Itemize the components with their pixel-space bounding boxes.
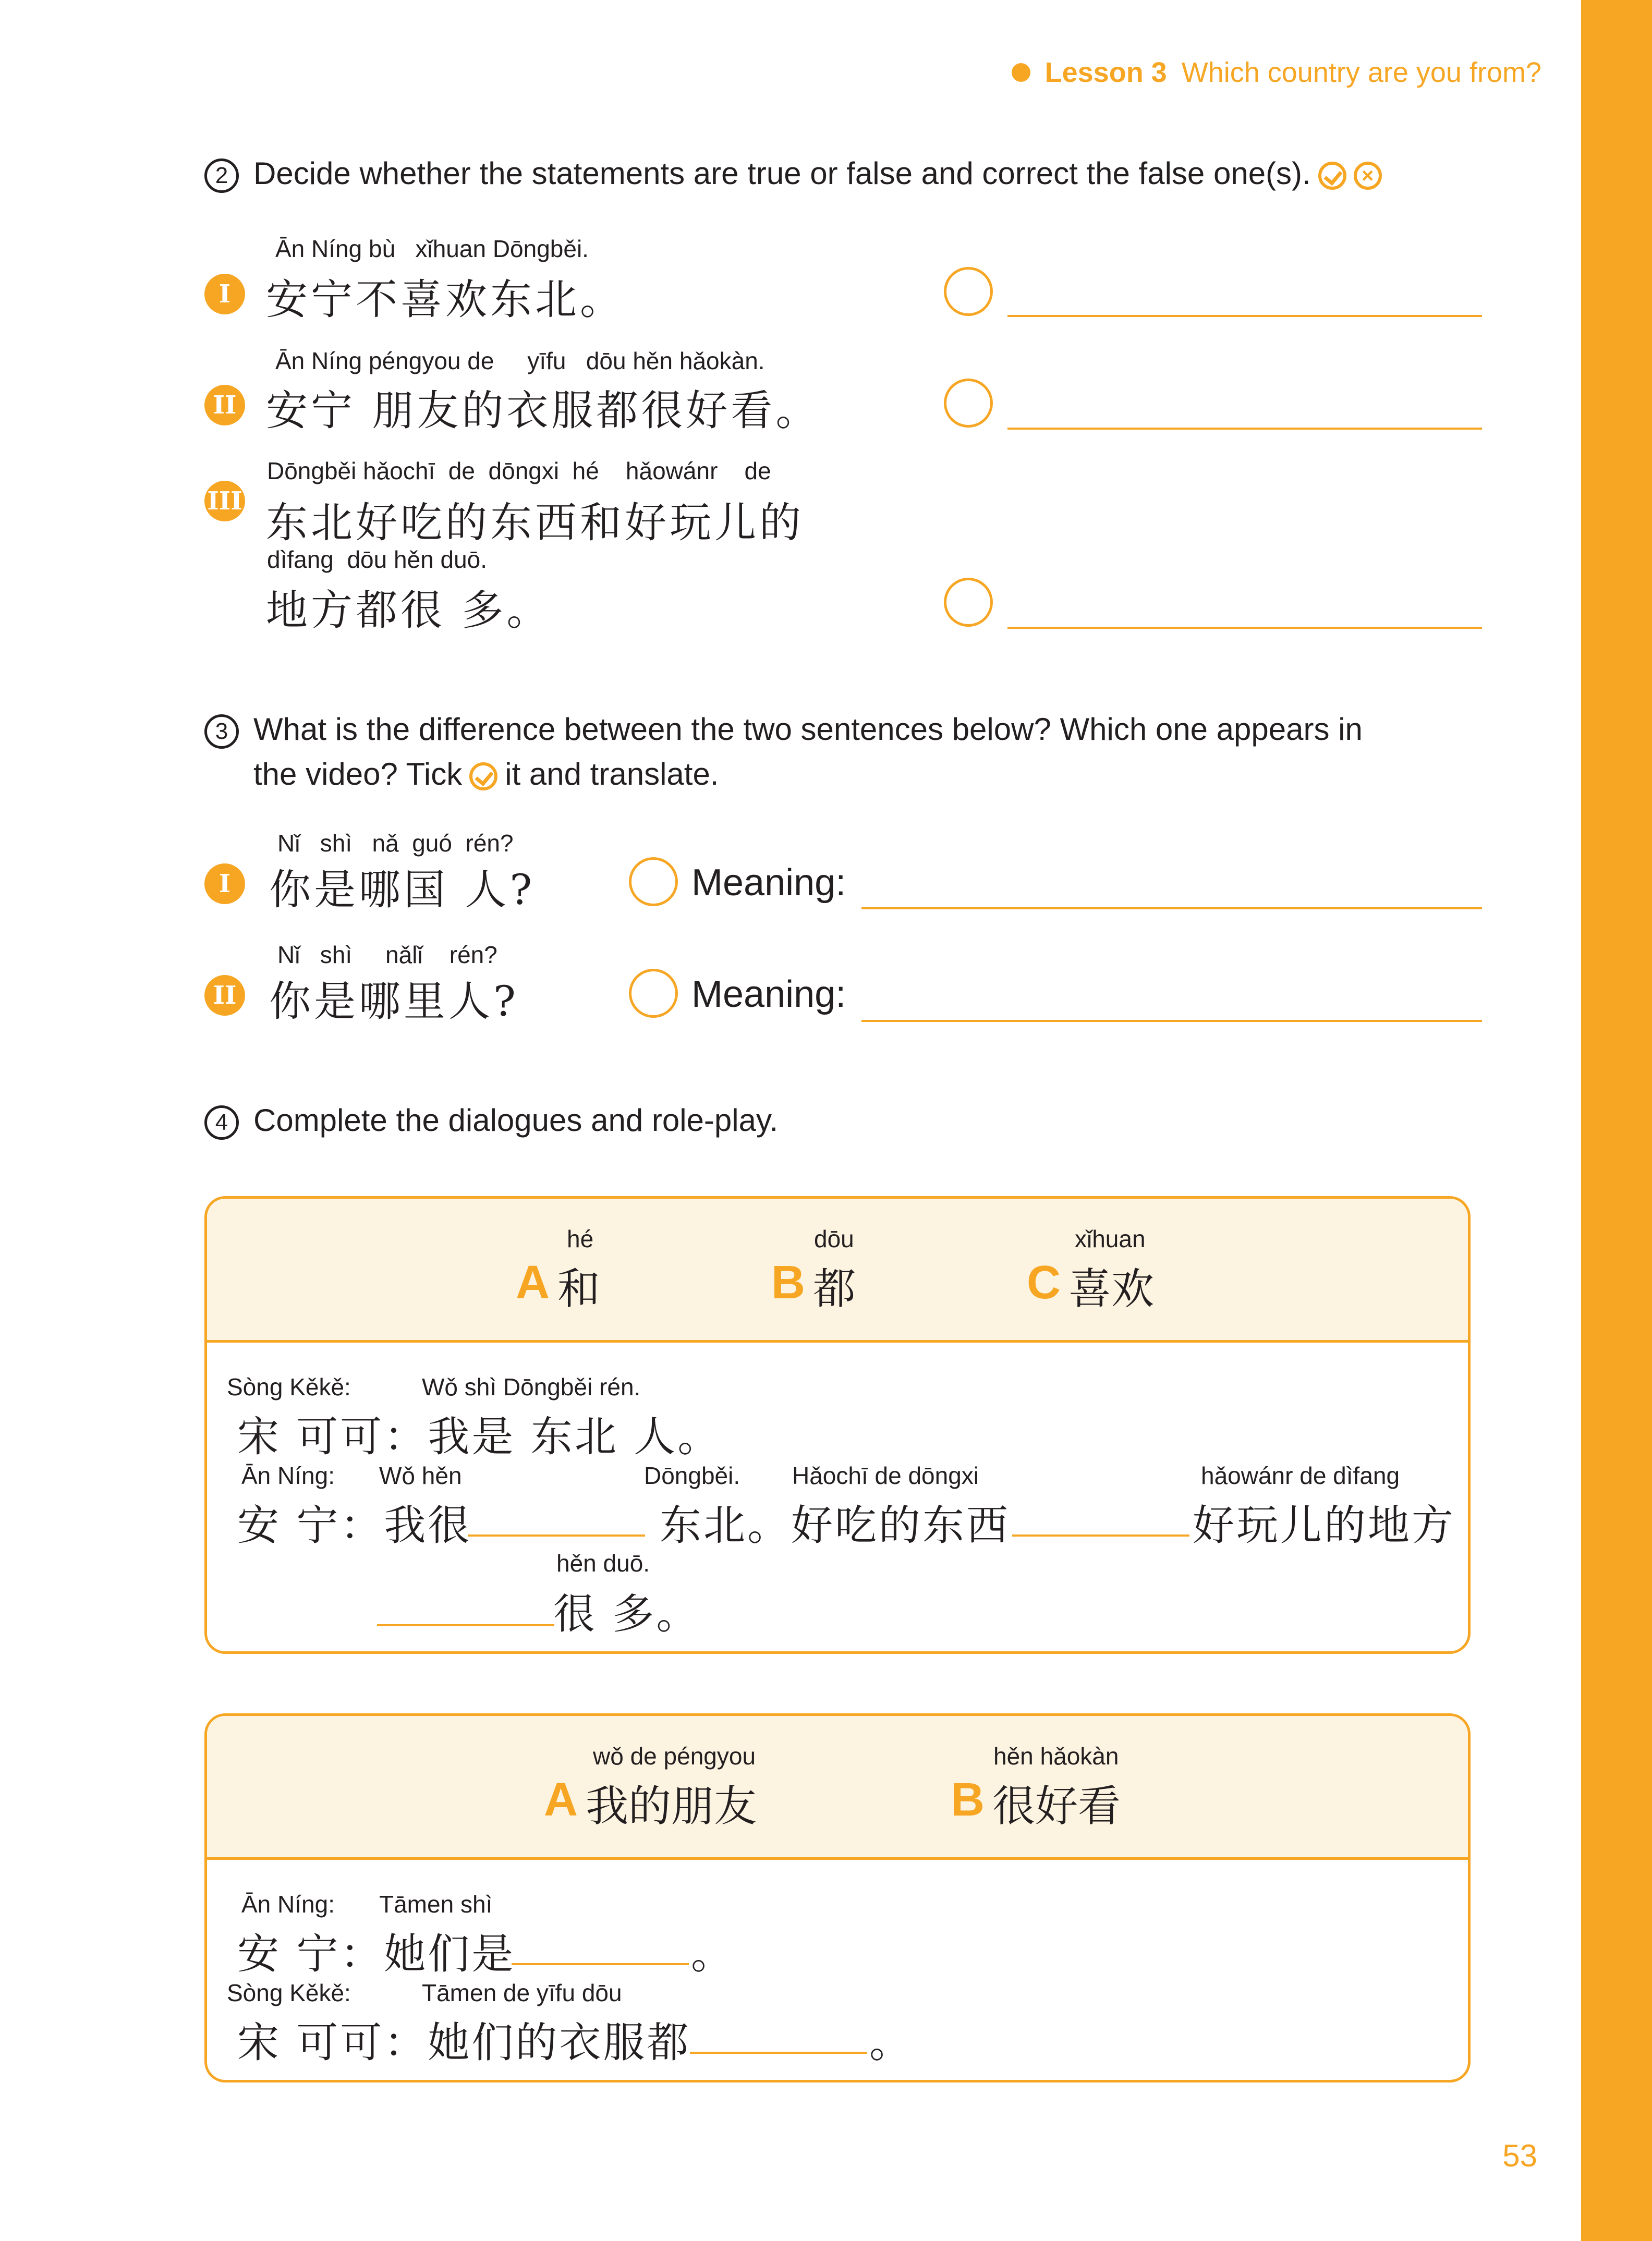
q2-item1-badge: I: [204, 274, 245, 314]
option-b-chinese: 都: [813, 1264, 856, 1314]
answer-blank[interactable]: [512, 1963, 689, 1965]
speaker-pinyin: Ān Níng:: [241, 1891, 335, 1918]
q2-item3-chinese-line2: 地方都很 多。: [266, 586, 552, 635]
answer-blank[interactable]: [377, 1624, 554, 1626]
option-a-pinyin: wǒ de péngyou: [593, 1743, 756, 1770]
option-b-letter: B: [771, 1257, 805, 1309]
q4-number: 4: [204, 1105, 239, 1140]
answer-blank[interactable]: [1012, 1534, 1189, 1537]
q2-item3-pinyin: Dōngběi hǎochī de dōngxi hé hǎowánr de: [267, 457, 771, 484]
option-c-letter: C: [1027, 1257, 1061, 1309]
q3-number: 3: [204, 714, 239, 749]
word-bank-2: [207, 1716, 1468, 1860]
dialogue-end-punct: 。: [691, 1930, 735, 1978]
q2-text: Decide whether the statements are true or false and correct the false one(s).: [253, 156, 1311, 191]
q3-text-line2b: it and translate.: [505, 757, 719, 791]
dialogue-pinyin: Dōngběi.: [644, 1462, 740, 1489]
dialogue-pinyin: Hǎochī de dōngxi: [792, 1462, 979, 1489]
side-accent-bar: [1581, 0, 1652, 2241]
page-header: [1012, 56, 1541, 89]
dialogue-line-2: 宋 可可：她们的衣服都: [237, 2018, 691, 2067]
q2-item2-chinese: 安宁 朋友的衣服都很好看。: [266, 386, 821, 435]
q3-item1-meaning-label: Meaning:: [691, 862, 846, 904]
q3-item1-tick-circle[interactable]: [629, 857, 678, 906]
dialogue-box-1: [204, 1196, 1471, 1654]
q2-item1-answer-circle[interactable]: [944, 267, 993, 316]
page-number: 53: [1502, 2138, 1537, 2173]
q3-text-line2a: the video? Tick: [253, 757, 463, 791]
dialogue-line-2c: 好玩儿的地方: [1193, 1501, 1455, 1550]
q4-text: Complete the dialogues and role-play.: [253, 1103, 779, 1138]
option-a-chinese: 和: [557, 1264, 601, 1314]
dialogue-line-2a: 安 宁：我很: [237, 1501, 472, 1550]
dialogue-line-2b: 东北。好吃的东西: [660, 1501, 1010, 1550]
q3-item2-badge: II: [204, 975, 245, 1016]
q3-item2-meaning-label: Meaning:: [691, 973, 846, 1015]
lesson-title: Which country are you from?: [1181, 57, 1541, 88]
speaker-pinyin: Sòng Kěkě:: [227, 1979, 351, 2006]
option-b-chinese: 很好看: [992, 1782, 1121, 1831]
q2-item1-pinyin: Ān Níng bù xǐhuan Dōngběi.: [275, 235, 589, 262]
dialogue-line-1: 宋 可可：我是 东北 人。: [237, 1412, 722, 1461]
q2-number: 2: [204, 159, 239, 193]
q2-item1-correction-line[interactable]: [1007, 315, 1482, 317]
option-b-pinyin: hěn hǎokàn: [993, 1743, 1119, 1770]
q3-item2-tick-circle[interactable]: [629, 969, 678, 1018]
q3-item1-chinese: 你是哪国 人?: [269, 866, 536, 914]
q2-item3-badge: III: [204, 481, 245, 521]
dialogue-pinyin: hǎowánr de dìfang: [1201, 1462, 1400, 1489]
dialogue-end-punct: 。: [869, 2018, 913, 2067]
q2-item1-chinese: 安宁不喜欢东北。: [266, 275, 625, 324]
cross-circle-icon: ×: [1354, 162, 1382, 190]
q4-instruction: [204, 1097, 778, 1144]
option-a-letter: A: [516, 1257, 550, 1309]
dialogue-line-3: 很 多。: [553, 1590, 700, 1638]
q3-item1-pinyin: Nǐ shì nǎ guó rén?: [277, 830, 514, 857]
q3-instruction: [204, 706, 1477, 753]
dialogue-box-2: [204, 1713, 1471, 2082]
q3-item1-meaning-line[interactable]: [861, 907, 1482, 909]
dialogue-pinyin: hěn duō.: [556, 1550, 650, 1577]
q2-instruction: [204, 150, 1382, 197]
q3-item2-pinyin: Nǐ shì nǎlǐ rén?: [277, 941, 497, 968]
q2-item3-answer-circle[interactable]: [944, 578, 993, 627]
tick-circle-icon: [1318, 162, 1346, 190]
option-a-pinyin: hé: [567, 1225, 594, 1252]
option-b-letter: B: [951, 1774, 985, 1826]
option-c-pinyin: xǐhuan: [1075, 1225, 1146, 1252]
q3-item1-badge: I: [204, 863, 245, 904]
dialogue-pinyin: Wǒ shì Dōngběi rén.: [422, 1373, 641, 1400]
q2-item2-correction-line[interactable]: [1007, 428, 1482, 430]
q3-item2-chinese: 你是哪里人?: [269, 977, 519, 1026]
dialogue-pinyin: Tāmen shì: [379, 1891, 493, 1918]
q3-text-line1: What is the difference between the two sentences below? Which one appears in: [253, 712, 1363, 747]
q3-instruction-line2: [253, 751, 719, 798]
word-bank-1: [207, 1199, 1468, 1343]
speaker-pinyin: Ān Níng:: [241, 1462, 335, 1489]
option-c-chinese: 喜欢: [1068, 1264, 1155, 1314]
lesson-label: Lesson 3: [1044, 57, 1167, 88]
q2-item2-badge: II: [204, 385, 245, 425]
q2-item3-pinyin-line2: dìfang dōu hěn duō.: [267, 546, 488, 573]
answer-blank[interactable]: [690, 2052, 867, 2054]
dialogue-pinyin: Tāmen de yīfu dōu: [422, 1979, 622, 2006]
answer-blank[interactable]: [468, 1534, 645, 1537]
dialogue-line-1: 安 宁：她们是: [237, 1930, 516, 1978]
tick-circle-icon: [469, 762, 497, 790]
q2-item3-correction-line[interactable]: [1007, 627, 1482, 629]
option-b-pinyin: dōu: [814, 1225, 854, 1252]
option-a-letter: A: [544, 1774, 578, 1826]
q2-item3-chinese-line1: 东北好吃的东西和好玩儿的: [266, 498, 804, 547]
q2-item2-answer-circle[interactable]: [944, 379, 993, 428]
option-a-chinese: 我的朋友: [586, 1782, 757, 1831]
q2-item2-pinyin: Ān Níng péngyou de yīfu dōu hěn hǎokàn.: [275, 347, 765, 374]
dialogue-pinyin: Wǒ hěn: [379, 1462, 462, 1489]
q3-item2-meaning-line[interactable]: [861, 1020, 1482, 1022]
speaker-pinyin: Sòng Kěkě:: [227, 1373, 351, 1400]
bullet-dot-icon: [1012, 63, 1030, 82]
